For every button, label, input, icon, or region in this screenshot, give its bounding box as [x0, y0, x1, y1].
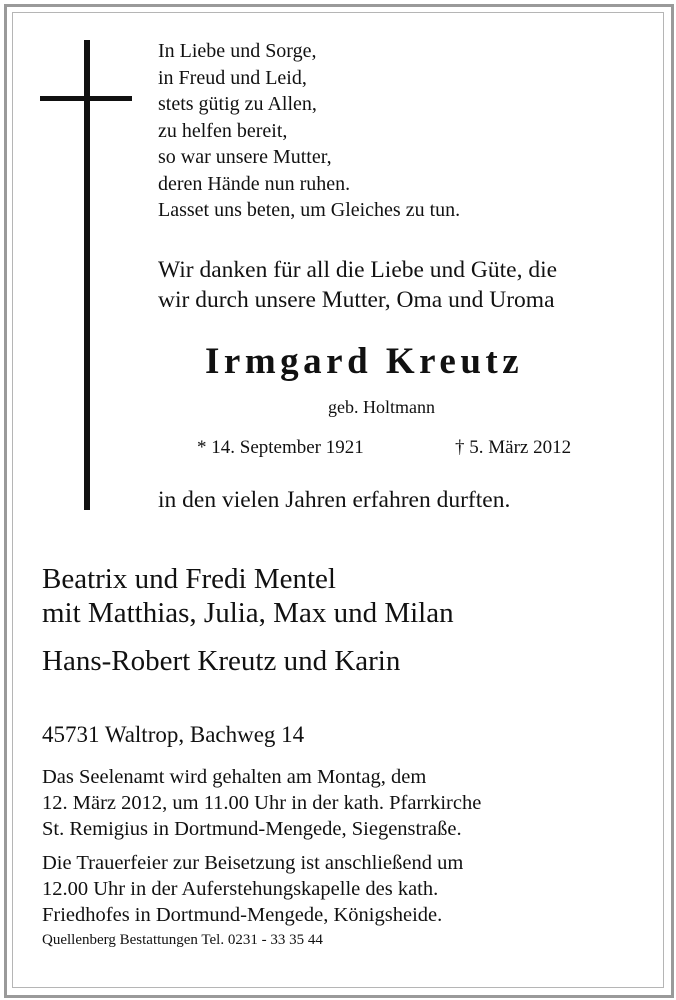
cross-icon-bar — [40, 96, 132, 101]
birth-date: * 14. September 1921 — [197, 437, 364, 458]
death-date: † 5. März 2012 — [455, 437, 572, 458]
undertaker-contact: Quellenberg Bestattungen Tel. 0231 - 33 35 44 — [42, 932, 323, 948]
thanks-line: Wir danken für all die Liebe und Güte, die — [158, 257, 558, 283]
poem — [158, 38, 460, 224]
thanks-closing: in den vielen Jahren erfahren durften. — [158, 487, 511, 513]
service-funeral-line: Die Trauerfeier zur Beisetzung ist anschließend um — [42, 852, 464, 874]
family-line: Hans-Robert Kreutz und Karin — [42, 645, 401, 677]
service-mass-line: Das Seelenamt wird gehalten am Montag, dem — [42, 766, 427, 788]
poem-line: Lasset uns beten, um Gleiches zu tun. — [158, 199, 461, 221]
poem-line: deren Hände nun ruhen. — [158, 172, 351, 195]
deceased-name: Irmgard Kreutz — [205, 341, 524, 382]
thanks-text — [158, 255, 557, 315]
family-line: Beatrix und Fredi Mentel — [42, 563, 336, 595]
poem-line: stets gütig zu Allen, — [158, 93, 317, 115]
cross-icon — [84, 40, 90, 510]
poem-line: in Freud und Leid, — [158, 66, 307, 89]
family-names — [42, 562, 454, 678]
service-mass-line: 12. März 2012, um 11.00 Uhr in der kath. Pfarrkirche — [42, 792, 482, 814]
service-info — [42, 764, 481, 928]
birth-name: geb. Holtmann — [328, 397, 435, 417]
poem-line: so war unsere Mutter, — [158, 146, 332, 168]
poem-line: zu helfen bereit, — [158, 119, 288, 142]
poem-line: In Liebe und Sorge, — [158, 40, 317, 62]
service-funeral-line: Friedhofes in Dortmund-Mengede, Königsheide. — [42, 904, 443, 926]
service-funeral-line: 12.00 Uhr in der Auferstehungskapelle des kath. — [42, 878, 439, 900]
address: 45731 Waltrop, Bachweg 14 — [42, 722, 305, 747]
family-line: mit Matthias, Julia, Max und Milan — [42, 597, 454, 629]
thanks-line: wir durch unsere Mutter, Oma und Uroma — [158, 287, 555, 313]
service-mass-line: St. Remigius in Dortmund-Mengede, Siegenstraße. — [42, 818, 462, 840]
